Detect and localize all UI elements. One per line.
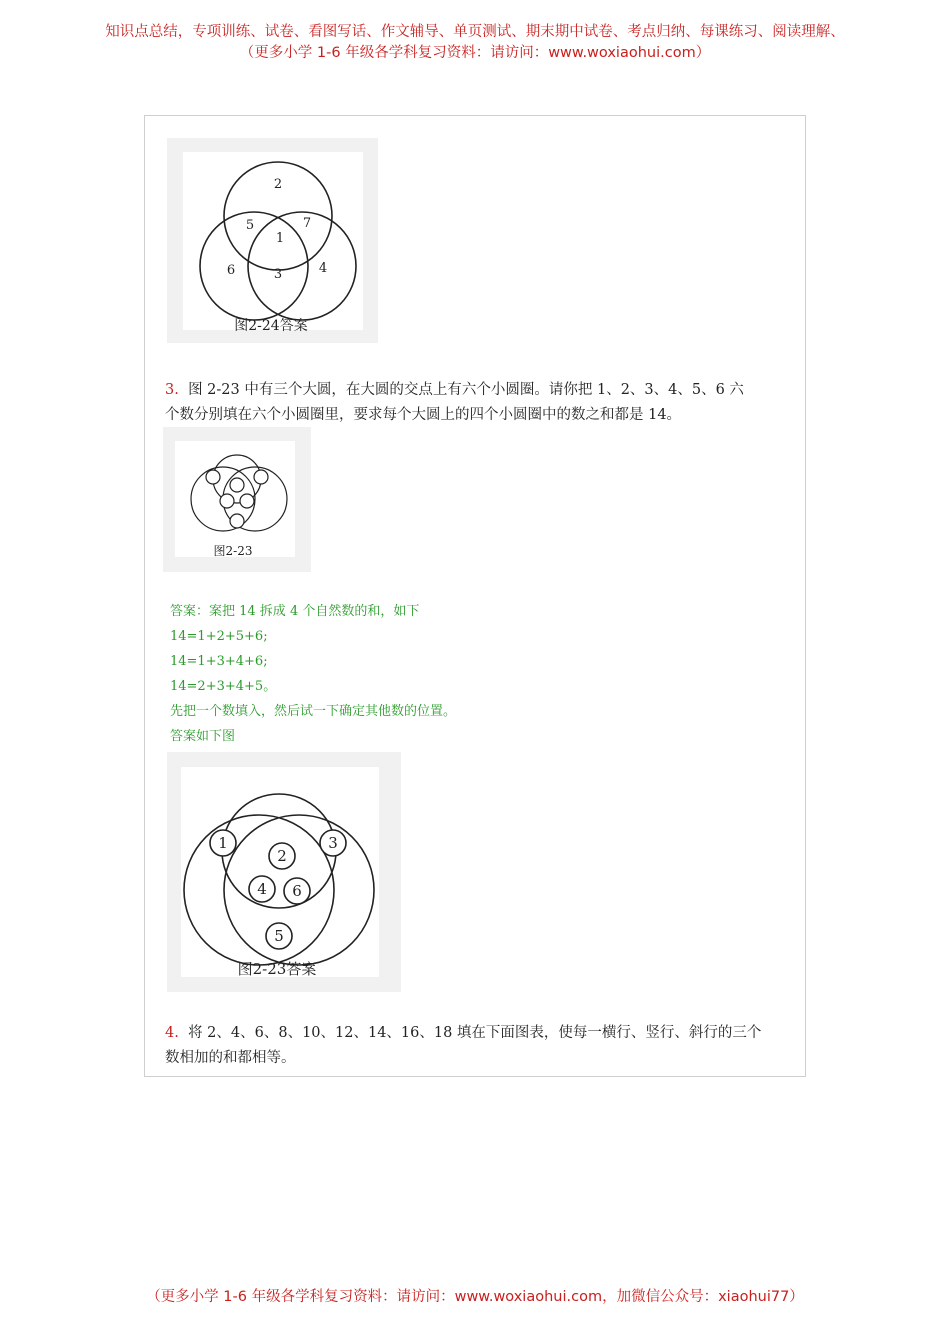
figure-2-23 xyxy=(163,427,311,572)
question-3-line-1 xyxy=(165,378,806,403)
venn-label-center: 1 xyxy=(275,231,285,246)
question-4-line-1 xyxy=(165,1021,806,1046)
venn-label-top: 2 xyxy=(273,177,283,192)
header-line-2: （更多小学 1-6 年级各学科复习资料：请访问：www.woxiaohui.com） xyxy=(239,45,711,61)
venn-label-right: 4 xyxy=(318,261,328,276)
small-circle xyxy=(220,494,234,508)
figure-2-23-answer xyxy=(167,752,401,992)
answer-node-3: 3 xyxy=(328,834,338,852)
question-text: 图 2-23 中有三个大圆，在大圆的交点上有六个小圆圈。请你把 1、2、3、4、5、6 六 xyxy=(188,382,744,398)
venn-label-bottom: 3 xyxy=(273,267,283,282)
content-frame xyxy=(144,115,806,1077)
footer: （更多小学 1-6 年级各学科复习资料：请访问：www.woxiaohui.com，加微信公众号：xiaohui77） xyxy=(146,1289,804,1305)
question-number: 4. xyxy=(165,1025,179,1041)
figure-caption: 图2-24答案 xyxy=(234,318,308,334)
answer-node-1: 1 xyxy=(218,834,228,852)
question-4-line-2: 数相加的和都相等。 xyxy=(165,1050,296,1066)
question-text: 将 2、4、6、8、10、12、14、16、18 填在下面图表，使每一横行、竖行、斜行的三个 xyxy=(188,1025,762,1041)
question-number: 3. xyxy=(165,382,179,398)
venn-label-right-top: 7 xyxy=(302,216,312,231)
answer-node-6: 6 xyxy=(292,882,302,900)
answer-node-4: 4 xyxy=(257,880,267,898)
small-circle xyxy=(206,470,220,484)
small-circle xyxy=(230,514,244,528)
venn-label-left-top: 5 xyxy=(245,218,255,233)
answer-node-2: 2 xyxy=(277,847,287,865)
answer-line-5: 先把一个数填入，然后试一下确定其他数的位置。 xyxy=(170,704,457,719)
venn-label-left: 6 xyxy=(226,263,236,278)
small-circle xyxy=(254,470,268,484)
small-circle xyxy=(230,478,244,492)
venn-diagram xyxy=(167,138,378,343)
answer-line-3: 14=1+3+4+6; xyxy=(170,654,268,669)
answer-line-2: 14=1+2+5+6; xyxy=(170,629,268,644)
figure-2-24-answer xyxy=(167,138,378,343)
question-4 xyxy=(165,1021,806,1071)
answer-diagram xyxy=(167,752,401,992)
answer-line-6: 答案如下图 xyxy=(170,729,236,744)
answer-node-5: 5 xyxy=(274,927,284,945)
question-3 xyxy=(165,378,806,428)
answer-line-1: 答案：案把 14 拆成 4 个自然数的和，如下 xyxy=(170,604,420,619)
figure-caption: 图2-23答案 xyxy=(237,960,317,978)
small-circle xyxy=(240,494,254,508)
circle-puzzle xyxy=(163,427,311,572)
figure-caption: 图2-23 xyxy=(213,544,253,558)
header-line-1: 知识点总结，专项训练、试卷、看图写话、作文辅导、单页测试、期末期中试卷、考点归纳、每课练习、阅读理解、 xyxy=(105,24,845,40)
answer-line-4: 14=2+3+4+5。 xyxy=(170,679,277,694)
question-3-line-2: 个数分别填在六个小圆圈里，要求每个大圆上的四个小圆圈中的数之和都是 14。 xyxy=(165,407,682,423)
